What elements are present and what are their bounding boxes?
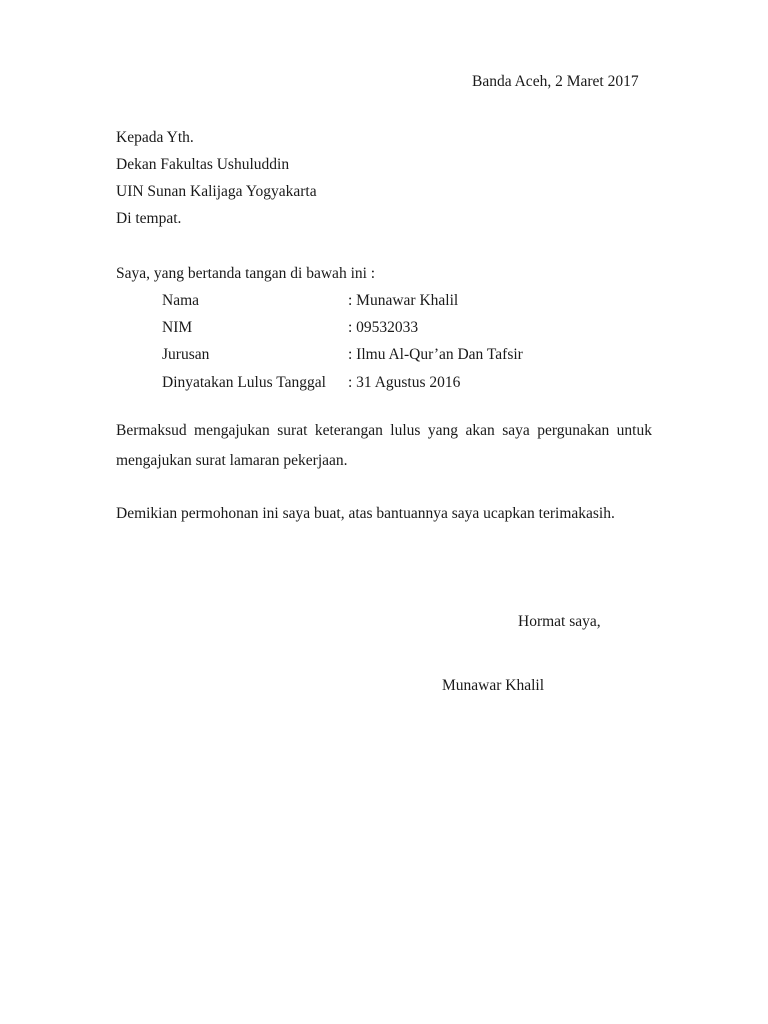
- field-label-graduation-date: Dinyatakan Lulus Tanggal: [162, 374, 326, 391]
- field-label-nama: Nama: [162, 292, 200, 309]
- recipient-institution: UIN Sunan Kalijaga Yogyakarta: [116, 183, 317, 200]
- recipient-title: Dekan Fakultas Ushuluddin: [116, 156, 290, 173]
- recipient-location: Di tempat.: [116, 210, 182, 227]
- place-date: Banda Aceh, 2 Maret 2017: [472, 73, 639, 90]
- signer-name: Munawar Khalil: [442, 677, 545, 694]
- intro-statement: Saya, yang bertanda tangan di bawah ini :: [116, 265, 376, 282]
- field-value-jurusan: : Ilmu Al-Qur’an Dan Tafsir: [348, 346, 523, 363]
- request-paragraph: Bermaksud mengajukan surat keterangan lulus yang akan saya pergunakan untuk mengajukan surat lamaran pekerjaan.: [116, 422, 652, 469]
- recipient-salutation: Kepada Yth.: [116, 129, 194, 146]
- field-value-nama: : Munawar Khalil: [348, 292, 459, 309]
- field-value-graduation-date: : 31 Agustus 2016: [348, 374, 461, 391]
- closing-paragraph: Demikian permohonan ini saya buat, atas bantuannya saya ucapkan terimakasih.: [116, 505, 615, 522]
- closing-salutation: Hormat saya,: [518, 613, 601, 630]
- field-label-nim: NIM: [162, 319, 193, 336]
- field-value-nim: : 09532033: [348, 319, 419, 336]
- field-label-jurusan: Jurusan: [162, 346, 210, 363]
